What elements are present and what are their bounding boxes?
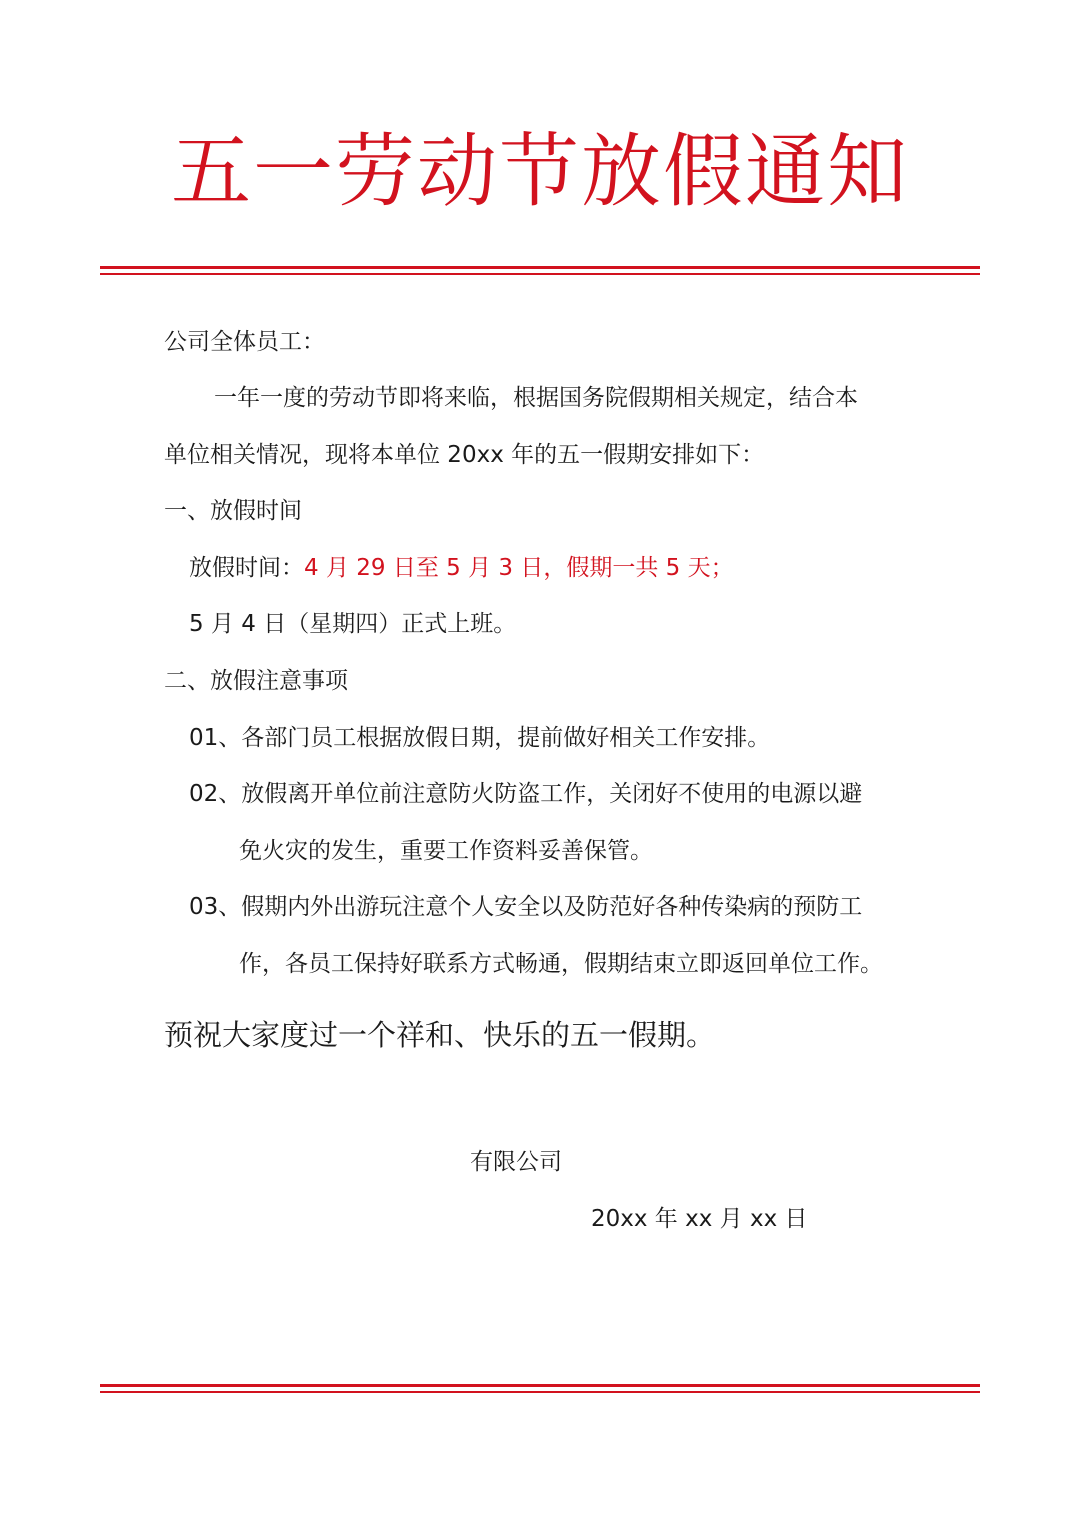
notice-item-02-line-1: 02、放假离开单位前注意防火防盗工作，关闭好不使用的电源以避	[189, 781, 863, 807]
notice-item-03-line-2: 作，各员工保持好联系方式畅通，假期结束立即返回单位工作。	[239, 951, 883, 977]
notice-item-01: 01、各部门员工根据放假日期，提前做好相关工作安排。	[189, 725, 771, 751]
salutation: 公司全体员工：	[164, 329, 325, 355]
signature-company: 有限公司	[470, 1149, 562, 1175]
section-1-heading: 一、放假时间	[164, 498, 302, 524]
bottom-double-rule	[100, 1384, 980, 1393]
notice-title: 五一劳动节放假通知	[171, 125, 909, 218]
top-double-rule	[100, 266, 980, 275]
signature-date: 20xx 年 xx 月 xx 日	[591, 1206, 808, 1232]
top-rule-thick-line	[100, 266, 980, 269]
holiday-time-label: 放假时间：	[189, 555, 304, 581]
notice-item-03-line-1: 03、假期内外出游玩注意个人安全以及防范好各种传染病的预防工	[189, 894, 863, 920]
closing-wishes: 预祝大家度过一个祥和、快乐的五一假期。	[164, 1018, 716, 1052]
section-2-heading: 二、放假注意事项	[164, 668, 348, 694]
notice-item-02-line-2: 免火灾的发生，重要工作资料妥善保管。	[239, 838, 653, 864]
top-rule-thin-line	[100, 273, 980, 275]
holiday-time-value: 4 月 29 日至 5 月 3 日，假期一共 5 天；	[304, 555, 734, 581]
return-to-work-note: 5 月 4 日（星期四）正式上班。	[189, 611, 517, 637]
intro-line-1: 一年一度的劳动节即将来临，根据国务院假期相关规定，结合本	[214, 385, 858, 411]
bottom-rule-thick-line	[100, 1384, 980, 1387]
bottom-rule-thin-line	[100, 1391, 980, 1393]
holiday-time-line	[189, 552, 734, 584]
intro-line-2: 单位相关情况，现将本单位 20xx 年的五一假期安排如下：	[164, 442, 765, 468]
